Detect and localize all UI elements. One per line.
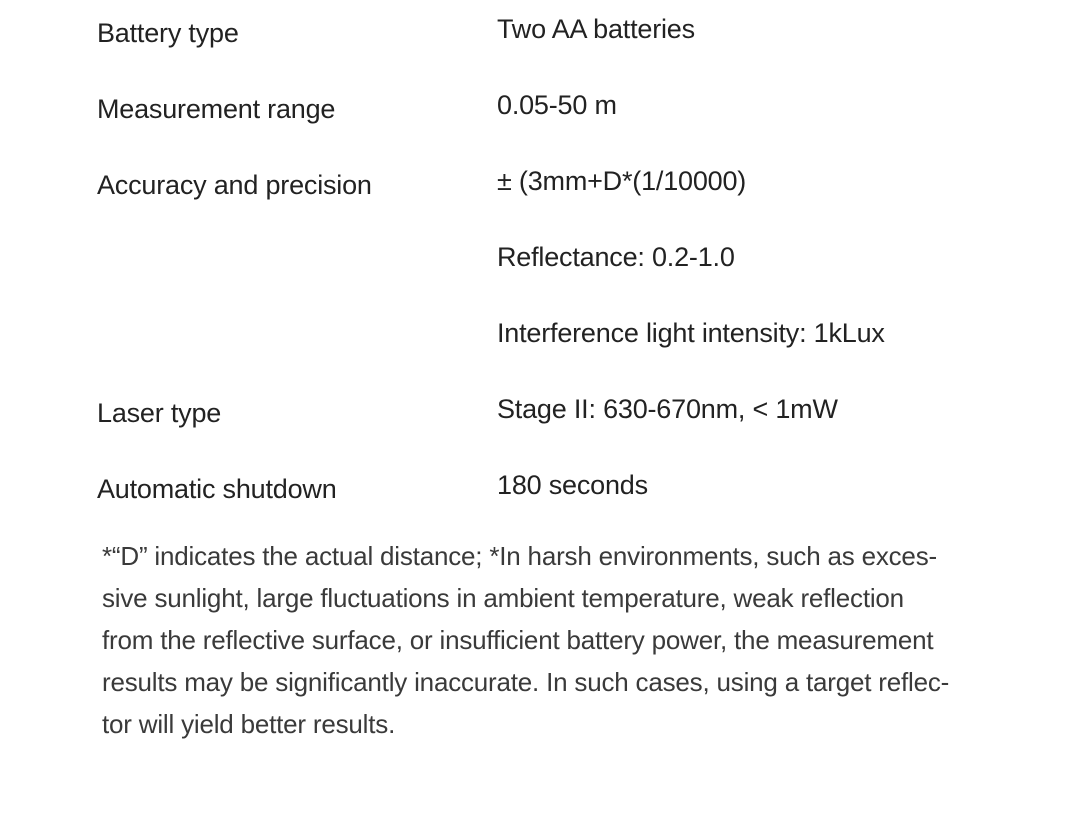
spec-label-laser-type: Laser type	[97, 398, 222, 428]
footnote-line: from the reflective surface, or insufficient battery power, the measurement	[102, 625, 934, 655]
footnote-line: results may be significantly inaccurate. In such cases, using a target reflec-	[102, 667, 950, 697]
spec-value-measurement-range: 0.05-50 m	[497, 90, 617, 120]
spec-value-battery-type: Two AA batteries	[497, 14, 695, 44]
spec-label-accuracy: Accuracy and precision	[97, 170, 372, 200]
spec-value-accuracy: ± (3mm+D*(1/10000)	[497, 166, 747, 196]
spec-value-laser-type: Stage II: 630-670nm, < 1mW	[497, 394, 838, 424]
spec-value-reflectance: Reflectance: 0.2-1.0	[497, 242, 735, 272]
spec-label-automatic-shutdown: Automatic shutdown	[97, 474, 337, 504]
footnote-line: sive sunlight, large fluctuations in ambient temperature, weak reflection	[102, 583, 904, 613]
footnote-line: *“D” indicates the actual distance; *In harsh environments, such as exces-	[102, 541, 937, 571]
spec-value-interference-light: Interference light intensity: 1kLux	[497, 318, 885, 348]
spec-label-battery-type: Battery type	[97, 18, 239, 48]
spec-label-measurement-range: Measurement range	[97, 94, 336, 124]
spec-value-automatic-shutdown: 180 seconds	[497, 470, 648, 500]
footnote-line: tor will yield better results.	[102, 709, 396, 739]
footnote	[102, 535, 1002, 745]
